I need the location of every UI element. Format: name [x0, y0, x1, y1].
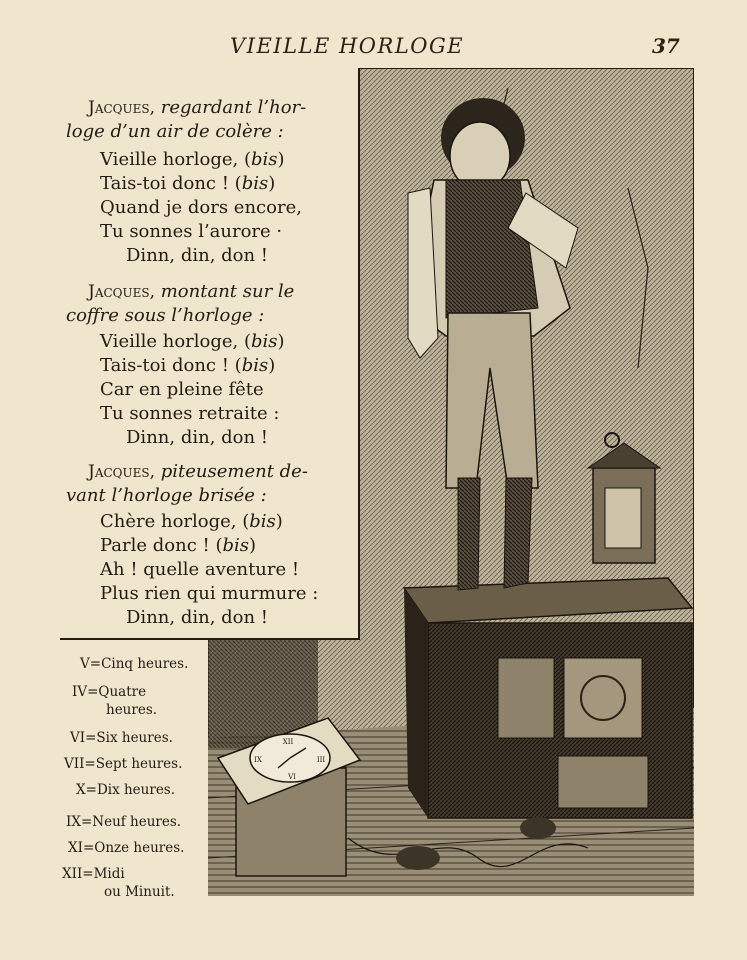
- clock-numeral-6: VI: [288, 773, 296, 781]
- verse-refrain: Dinn, din, don !: [126, 427, 269, 448]
- bis-close: ): [249, 535, 257, 556]
- bis-close: ): [268, 173, 276, 194]
- stanza-3-direction-cont: vant l’horloge brisée :: [66, 485, 267, 506]
- speaker: Jacques,: [88, 282, 155, 302]
- bis-close: ): [277, 149, 285, 170]
- verse-line: [100, 330, 285, 354]
- direction-text: montant sur le: [160, 281, 295, 302]
- bis-marker: bis: [251, 149, 278, 170]
- verse-text: Vieille horloge, (: [100, 149, 252, 170]
- verse-line: [100, 148, 285, 172]
- direction-text: piteusement de-: [160, 461, 308, 482]
- verse-line: [100, 354, 275, 378]
- clock-weight: [396, 846, 440, 870]
- bis-marker: bis: [241, 173, 269, 194]
- bis-marker: bis: [251, 331, 278, 352]
- bis-marker: bis: [222, 535, 250, 556]
- clock-weight: [520, 817, 556, 839]
- verse-refrain: Dinn, din, don !: [126, 245, 269, 266]
- legend-item: IX=Neuf heures.: [66, 814, 182, 830]
- verse-line: Ah ! quelle aventure !: [100, 559, 300, 580]
- verse-line: [100, 172, 275, 196]
- stanza-3-direction: [88, 460, 308, 484]
- verse-line: Plus rien qui murmure :: [100, 583, 319, 604]
- legend-item: IV=Quatre: [72, 684, 147, 700]
- verse-text: Vieille horloge, (: [100, 331, 252, 352]
- legend-item-cont: ou Minuit.: [104, 884, 175, 900]
- legend-item: XI=Onze heures.: [68, 840, 185, 856]
- legend-item: VI=Six heures.: [70, 730, 173, 746]
- verse-refrain: Dinn, din, don !: [126, 607, 269, 628]
- verse-text: Chère horloge, (: [100, 511, 250, 532]
- direction-text: regardant l’hor-: [160, 97, 307, 118]
- legend-item: V=Cinq heures.: [80, 656, 189, 672]
- verse-line: Quand je dors encore,: [100, 197, 302, 218]
- page-title: VIEILLE HORLOGE: [230, 34, 465, 58]
- page-number: 37: [652, 34, 680, 58]
- bis-close: ): [277, 331, 285, 352]
- legend-item-cont: heures.: [106, 702, 158, 718]
- verse-line: [100, 510, 283, 534]
- speaker: Jacques,: [88, 462, 155, 482]
- stanza-2-direction-cont: coffre sous l’horloge :: [66, 305, 265, 326]
- legend-item: VII=Sept heures.: [64, 756, 183, 772]
- speaker: Jacques,: [88, 98, 155, 118]
- legend-item: XII=Midi: [62, 866, 125, 882]
- stanza-1-direction: [88, 96, 306, 120]
- verse-line: Car en pleine fête: [100, 379, 264, 400]
- clock-numeral-9: IX: [254, 756, 262, 764]
- legend-item: X=Dix heures.: [76, 782, 176, 798]
- verse-line: [100, 534, 256, 558]
- clock-numeral-12: XII: [282, 738, 294, 746]
- verse-line: Tu sonnes l’aurore ·: [100, 221, 283, 242]
- bis-close: ): [268, 355, 276, 376]
- verse-text: Tais-toi donc ! (: [100, 173, 242, 194]
- verse-text: Tais-toi donc ! (: [100, 355, 242, 376]
- stanza-1-direction-cont: loge d’un air de colère :: [66, 121, 284, 142]
- bis-close: ): [275, 511, 283, 532]
- bis-marker: bis: [241, 355, 269, 376]
- stanza-2-direction: [88, 280, 294, 304]
- verse-line: Tu sonnes retraite :: [100, 403, 280, 424]
- clock-numeral-3: III: [316, 756, 326, 764]
- verse-text: Parle donc ! (: [100, 535, 223, 556]
- bis-marker: bis: [249, 511, 276, 532]
